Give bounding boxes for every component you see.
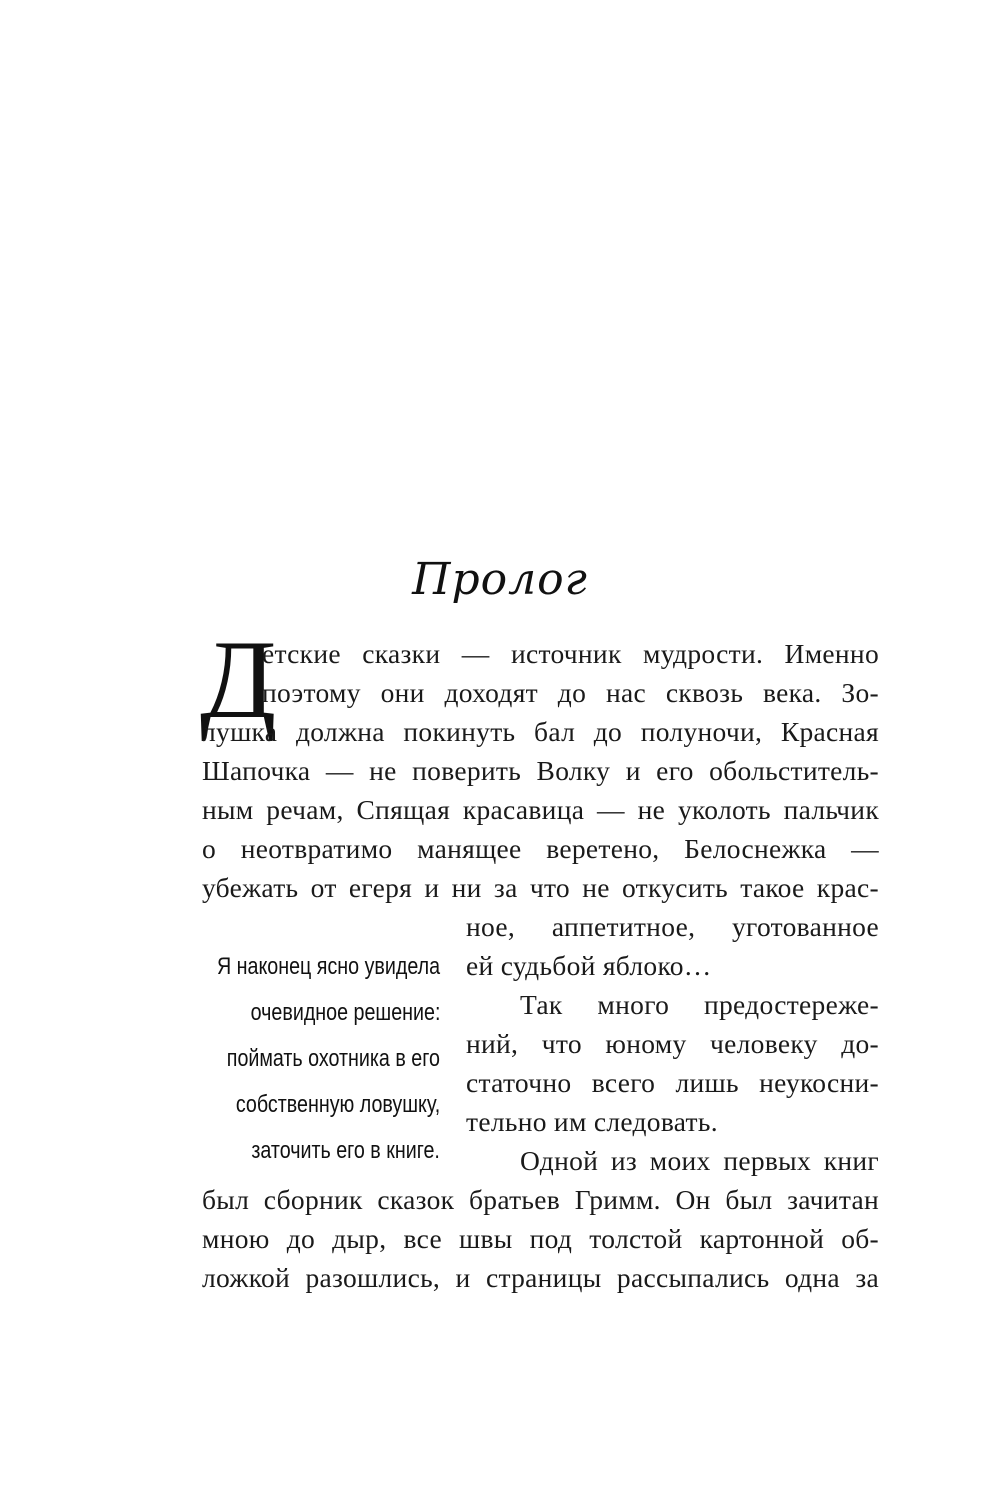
body-line: Одной из моих первых книг (520, 1145, 879, 1176)
body-line: етские сказки — источник мудрости. Именно (262, 638, 879, 669)
pull-quote-line: поймать охотника в его (226, 1045, 440, 1072)
pull-quote-line: собственную ловушку, (235, 1091, 440, 1118)
body-line: ложкой разошлись, и страницы рассыпались одна за (202, 1262, 879, 1293)
body-line: убежать от егеря и ни за что не откусить такое крас- (202, 872, 879, 903)
body-line: о неотвратимо манящее веретено, Белоснежка — (202, 833, 879, 864)
chapter-title: Пролог (412, 554, 588, 605)
body-line: мною до дыр, все швы под толстой картонной об- (202, 1223, 879, 1254)
body-line: ное, аппетитное, уготованное (466, 911, 879, 942)
body-line: ным речам, Спящая красавица — не уколоть пальчик (202, 794, 879, 825)
pull-quote-line: заточить его в книге. (251, 1137, 440, 1164)
body-line: Так много предостереже- (520, 989, 879, 1020)
body-line: был сборник сказок братьев Гримм. Он был зачитан (202, 1184, 879, 1215)
pull-quote-line: очевидное решение: (250, 999, 440, 1026)
body-line: Шапочка — не поверить Волку и его обольститель- (202, 755, 879, 786)
body-line: поэтому они доходят до нас сквозь века. Зо- (262, 677, 879, 708)
body-line: лушка должна покинуть бал до полуночи, Красная (202, 716, 879, 747)
body-line: ей судьбой яблоко… (466, 950, 712, 981)
body-line: статочно всего лишь неукосни- (466, 1067, 879, 1098)
body-line: тельно им следовать. (466, 1106, 718, 1137)
body-line: ний, что юному человеку до- (466, 1028, 879, 1059)
pull-quote-line: Я наконец ясно увидела (216, 953, 440, 980)
drop-cap: Д (200, 618, 277, 742)
